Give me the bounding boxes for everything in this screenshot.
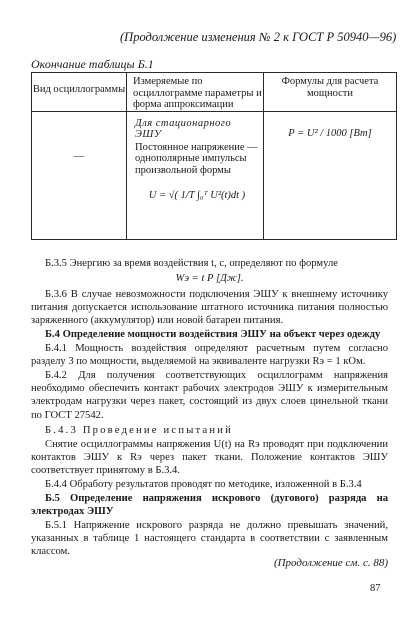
row-subtitle: Для стационарного ЭШУ [135, 117, 232, 140]
continuation-note: (Продолжение см. с. 88) [273, 557, 388, 569]
formula-u: U = √( 1/T ∫₀ᵀ U²(t)dt ) [148, 190, 246, 201]
table-caption: Окончание таблицы Б.1 [31, 57, 154, 71]
paragraph-b41: Б.4.1 Мощность воздействия определяют расчетным путем согласно разделу 3 по мощности, выделяемой на эквиваленте нагрузки Rэ = 1 кОм. [31, 343, 388, 368]
column-header-formulas: Формулы для расчета мощности [264, 73, 397, 112]
paragraph-b35: Б.3.5 Энергию за время воздействия t, с, определяют по формуле [45, 258, 338, 269]
formula-p: P = U² / 1000 [Вт] [288, 127, 372, 139]
heading-b5: Б.5 Определение напряжения искрового (дугового) разряда на электродах ЭШУ [31, 493, 388, 518]
formula-energy: Wэ = t P [Дж]. [175, 273, 244, 284]
paragraph-b43-text: Снятие осциллограммы напряжения U(t) на Rэ проводят при подключении контактов ЭШУ к Rэ через пакет ткани. Положение контактов ЭШУ соответствует принятому в Б.3.4. [31, 439, 388, 477]
paragraph-b51: Б.5.1 Напряжение искрового разряда не должно превышать значений, указанных в таблице 1 настоящего стандарта в соответствии с заявленным классом. [31, 520, 388, 558]
cell-formula [264, 111, 397, 240]
table-b1 [31, 72, 397, 240]
page-header: (Продолжение изменения № 2 к ГОСТ Р 50940—96) [120, 30, 397, 44]
cell-parameters [127, 111, 264, 240]
column-header-parameters: Измеряемые по осциллограмме параметры и форма аппроксимации [127, 73, 264, 112]
page-number: 87 [370, 583, 381, 594]
paragraph-b36: Б.3.6 В случае невозможности подключения ЭШУ к внешнему источнику питания допускается использование штатного источника питания полностью заряженного (аккумулятор) или новой батареи питания. [31, 289, 388, 327]
paragraph-b44: Б.4.4 Обработу результатов проводят по методике, изложенной в Б.3.4 [45, 479, 362, 490]
heading-b4: Б.4 Определение мощности воздействия ЭШУ на объект через одежду [45, 329, 381, 340]
column-header-type: Вид осциллограммы [32, 73, 127, 112]
cell-type: — [32, 111, 127, 240]
paragraph-b42: Б.4.2 Для получения соответствующих осциллограмм напряжения необходимо обеспечить контакт рабочих электродов ЭШУ к измерительным электродам нагрузки через пакет, состоящий из двух слоев цинельной ткани по ГОСТ 27542. [31, 370, 388, 421]
heading-b43: Б.4.3 Проведение испытаний [45, 425, 233, 436]
row-description: Постоянное напряжение — однополярные импульсы произвольной формы [135, 141, 258, 176]
